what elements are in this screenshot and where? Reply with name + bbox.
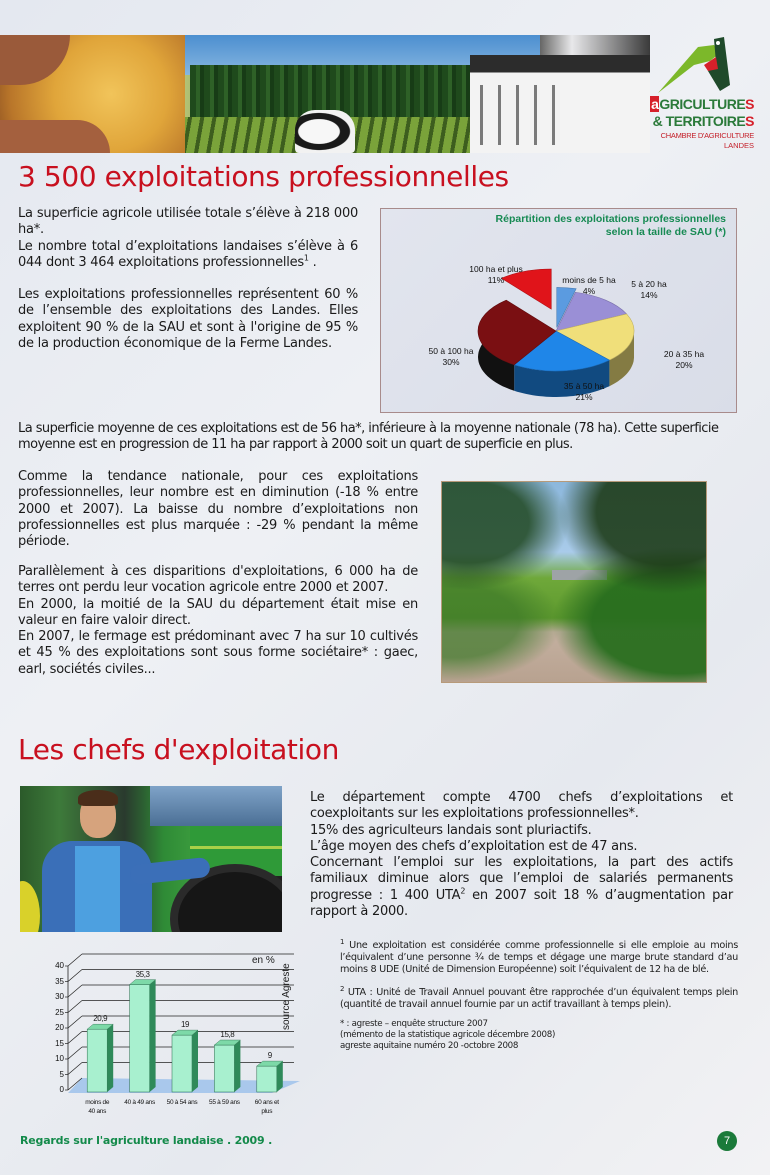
bar-ytick-label: 30 (55, 992, 64, 1001)
chefs-text (310, 790, 733, 920)
land-use-text (18, 564, 418, 678)
bar-ytick-label: 25 (55, 1007, 64, 1017)
source-line-2: (mémento de la statistique agricole décembre 2008) (340, 1030, 556, 1041)
bar-front (172, 1035, 192, 1092)
bar-grid-diag (68, 954, 82, 966)
bar-source-label: source Agreste (281, 963, 292, 1030)
bar-front (87, 1029, 107, 1092)
footnote-ref-1: 1 (303, 253, 309, 263)
bar-front (214, 1045, 234, 1092)
land-loss-paragraph: Parallèlement à ces disparitions d'exploitations, 6 000 ha de terres ont perdu leur vocation agricole entre 2000 et 2007. (18, 564, 418, 596)
bar-grid-diag (68, 970, 82, 982)
footnote-1: $^1$ Une exploitation est considérée comme professionnelle si elle emploie au moins l’équivalent d’une personne ¾ de temps et dégage une marge brute standard d’au moins 8 UDE (Unité de Dimension Européenne) soit l’équivalent de 12 ha de blé. (340, 937, 738, 976)
bar-grid-diag (68, 1016, 82, 1028)
trend-paragraph: Comme la tendance nationale, pour ces exploitations professionnelles, leur nombre est en diminution (-18 % entre 2000 et 2007). La baisse du nombre d’exploitations non professionnelles est plus marquée : -29 % pendant la même période. (18, 469, 418, 550)
bar-front (130, 985, 150, 1092)
bar-category-label: moins de 40 ans (85, 1099, 110, 1115)
section-title-chefs: Les chefs d'exploitation (18, 733, 339, 766)
landscape-photo (441, 481, 707, 683)
farmhouse-image (470, 55, 650, 153)
intro-text (18, 206, 358, 352)
bar-unit-label: en % (252, 955, 275, 966)
employment-paragraph: Concernant l’emploi sur les exploitations, la part des actifs familiaux diminue alors que l’emploi de salariés permanents progresse : 1 400 UTA$^2$ en 2007 soit 18 % d’augmentation par rapport à 2000. (310, 855, 733, 920)
bar-grid-diag (68, 1047, 82, 1059)
tenancy-paragraph: En 2007, le fermage est prédominant avec 7 ha sur 10 cultivés et 45 % des exploitations sont sous forme sociétaire* : gaec, earl, sociétés civiles... (18, 629, 418, 677)
pie-title-line-2: selon la taille de SAU (*) (605, 226, 726, 238)
pie-label-35-50: 35 à 50 ha 21% (563, 381, 605, 402)
bar-grid-diag (68, 1063, 82, 1075)
bar-category-label: 50 à 54 ans (166, 1099, 198, 1106)
intro-paragraph-2: Les exploitations professionnelles représentent 60 % de l’ensemble des exploitations des Landes. Elles exploitent 90 % de la SAU et sont à l'origine de 95 % de la production économique de la Ferme Landes. (18, 287, 358, 352)
direct-farming-paragraph: En 2000, la moitié de la SAU du département était mise en valeur en faire valoir direct. (18, 596, 418, 628)
bar-category-label: 55 à 59 ans (209, 1099, 240, 1106)
bar-side (150, 980, 156, 1092)
bar-data-label: 20,9 (93, 1014, 108, 1024)
bar-side (192, 1030, 198, 1092)
bar-data-label: 9 (267, 1051, 272, 1061)
bar-ytick-label: 15 (55, 1038, 64, 1048)
bar-category-label: 40 à 49 ans (124, 1099, 155, 1106)
footer-title: Regards sur l'agriculture landaise . 2009 . (20, 1134, 273, 1147)
bar-ytick-label: 20 (55, 1023, 64, 1032)
header-banner-photo (0, 35, 650, 153)
bar-front (257, 1066, 277, 1092)
footnote-2: $^2$ UTA : Unité de Travail Annuel pouvant être rapprochée d’un équivalent temps plein (quantité de travail annuel fournie par un actif travaillant à temps plein). (340, 984, 738, 1010)
source-line-1: * : agreste – enquête structure 2007 (340, 1019, 488, 1030)
source-line-3: agreste aquitaine numéro 20 -octobre 2008 (340, 1041, 519, 1052)
age-bar-chart (40, 948, 320, 1118)
cow-image (295, 110, 355, 153)
footnotes (340, 937, 738, 1052)
logo-text-landes: LANDES (723, 141, 754, 150)
logo-text-agricultures: aGRICULTURES (651, 96, 754, 112)
pie-chart-sau-size (380, 208, 737, 413)
average-age-paragraph: L’âge moyen des chefs d’exploitation est de 47 ans. (310, 838, 638, 854)
logo-text-chambre: CHAMBRE D'AGRICULTURE (660, 131, 754, 140)
bar-side (277, 1061, 283, 1092)
pie-title-line-1: Répartition des exploitations professionnelles (495, 213, 726, 225)
page-number: 7 (717, 1131, 737, 1151)
pluriactifs-paragraph: 15% des agriculteurs landais sont pluriactifs. (310, 822, 592, 838)
section-title-exploitations: 3 500 exploitations professionnelles (18, 160, 509, 193)
bar-ytick-label: 5 (59, 1069, 64, 1079)
bar-category-label: 60 ans et plus (254, 1099, 279, 1115)
bar-ytick-label: 0 (59, 1085, 64, 1094)
pie-label-5-20: 5 à 20 ha 14% (631, 279, 667, 300)
bar-data-label: 15,8 (220, 1030, 235, 1040)
intro-paragraph-1: La superficie agricole utilisée totale s’élève à 218 000 ha*. Le nombre total d’exploitations landaises s’élève à 6 044 dont 3 464 exploitations professionnelles$^1$ . (18, 206, 358, 270)
bar-side (234, 1040, 240, 1092)
bar-side (107, 1024, 113, 1092)
bar-data-label: 19 (180, 1020, 190, 1030)
footnote-ref-2: 2 (460, 886, 466, 896)
pie-label-100-plus: 100 ha et plus 11% (469, 264, 523, 285)
logo-text-territoires: & TERRITOIRES (652, 113, 754, 129)
chefs-count-paragraph: Le département compte 4700 chefs d’exploitations et coexploitants sur les exploitations professionnelles*. (310, 790, 733, 822)
chambre-agriculture-logo (650, 35, 760, 153)
farmer-tractor-photo (20, 786, 282, 932)
pie-label-moins-5: moins de 5 ha 4% (562, 275, 616, 296)
bar-chart-svg (40, 948, 320, 1118)
bar-ytick-label: 40 (55, 961, 64, 970)
average-size-paragraph: La superficie moyenne de ces exploitations est de 56 ha*, inférieure à la moyenne nationale (78 ha). Cette superficie moyenne est en progression de 11 ha par rapport à 2000 soit un quart de superficie en plus. (18, 421, 719, 453)
bar-grid-diag (68, 1001, 82, 1013)
logo-mark-icon (658, 35, 738, 97)
bar-ytick-label: 35 (55, 976, 64, 986)
pie-label-20-35: 20 à 35 ha 20% (663, 349, 705, 370)
bar-data-label: 35,3 (135, 969, 150, 979)
bar-ytick-label: 10 (55, 1054, 64, 1063)
bar-grid-diag (68, 985, 82, 997)
pie-label-50-100: 50 à 100 ha 30% (428, 346, 474, 367)
bar-grid-diag (68, 1032, 82, 1044)
